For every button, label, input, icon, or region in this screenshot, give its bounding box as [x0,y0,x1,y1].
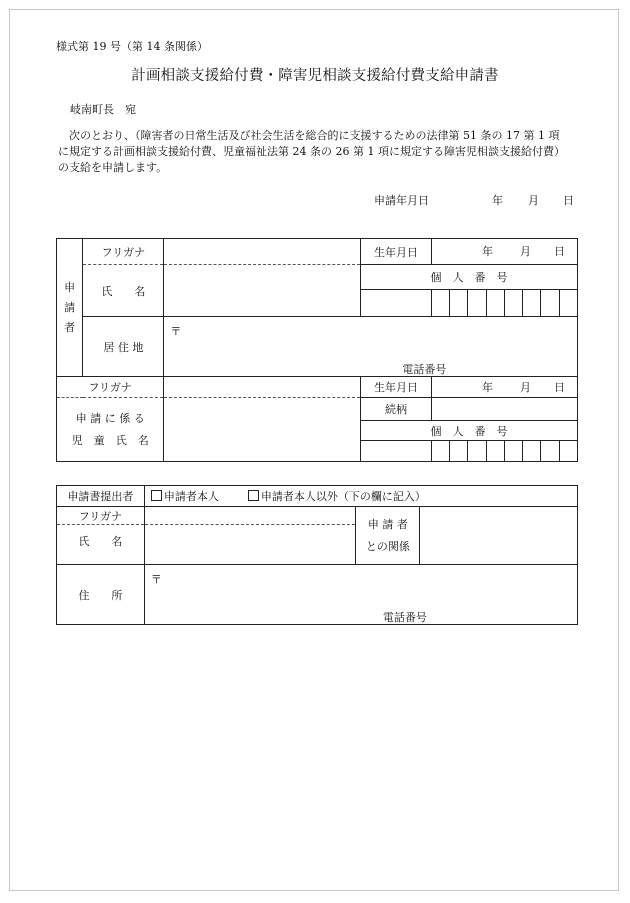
applicant-number-digit[interactable] [432,290,450,317]
applicant-number-digit[interactable] [486,290,504,317]
applicant-number-digit[interactable] [450,290,468,317]
child-furigana-field[interactable] [164,377,361,398]
body-line-1: 次のとおり、（障害者の日常生活及び社会生活を総合的に支援するための法律第 51 条の 17 第 1 項 [69,129,560,142]
child-number-digit[interactable] [541,441,559,462]
submitter-address-field[interactable] [144,565,577,625]
page-title: 計画相談支援給付費・障害児相談支援給付費支給申請書 [131,68,499,84]
self-checkbox[interactable] [151,490,162,501]
applicant-furigana-label: フリガナ [83,239,164,265]
child-relationship-field[interactable] [432,398,578,421]
child-personal-number-label: 個 人 番 号 [361,421,578,441]
other-checkbox[interactable] [248,490,259,501]
applicant-birth-month: 月 [520,245,532,258]
applicant-name-label: 氏 名 [83,265,164,317]
applicant-side-char-2: 請 [64,300,76,314]
submitter-relation-label [356,507,420,565]
submitter-name-field[interactable] [144,525,356,565]
child-birth-year: 年 [482,380,494,394]
applicant-number-digit[interactable] [523,290,541,317]
applicant-side-char-3: 者 [64,320,76,334]
submitter-address-label: 住 所 [57,565,145,625]
application-date-year: 年 [492,194,503,207]
child-name-label-line-1: 申 請 に 係 る [75,411,145,425]
applicant-personal-number-label: 個 人 番 号 [361,265,578,290]
submitter-postal-mark: 〒 [150,573,162,586]
submitter-relation-line-2: との関係 [365,539,410,553]
applicant-postal-mark: 〒 [170,325,182,338]
application-date-month: 月 [528,194,539,207]
applicant-side-char-1: 申 [64,280,76,294]
applicant-number-digit[interactable] [541,290,559,317]
child-birth-month: 月 [520,380,532,394]
submitter-table [56,485,578,625]
submitter-furigana-field[interactable] [144,507,356,525]
child-name-label [57,398,164,462]
application-date-day: 日 [563,194,574,207]
applicant-number-digit[interactable] [361,290,432,317]
body-line-3: の支給を申請します。 [58,161,168,174]
form-number: 様式第 19 号（第 14 条関係） [56,40,208,53]
child-number-digit[interactable] [450,441,468,462]
applicant-birth-day: 日 [554,245,566,258]
child-number-digit[interactable] [361,441,432,462]
child-number-digit[interactable] [504,441,522,462]
applicant-side-label [57,239,83,377]
child-name-field[interactable] [164,398,361,462]
applicant-address-label: 居 住 地 [83,317,164,377]
submitter-relation-line-1: 申 請 者 [367,517,408,531]
child-furigana-label: フリガナ [57,377,164,398]
application-date-label: 申請年月日 [374,194,429,207]
child-birthdate-label: 生年月日 [361,377,432,398]
child-name-label-line-2: 児 童 氏 名 [71,433,149,447]
submitter-relation-field[interactable] [420,507,578,565]
child-birthdate-field[interactable] [432,377,578,398]
applicant-number-digit[interactable] [559,290,577,317]
applicant-number-digit[interactable] [468,290,486,317]
addressee: 岐南町長 宛 [70,103,136,116]
child-number-digit[interactable] [523,441,541,462]
applicant-birthdate-label: 生年月日 [361,239,432,265]
child-number-digit[interactable] [432,441,450,462]
self-option-label: 申請者本人 [163,490,219,503]
submitter-options [144,486,577,507]
child-relationship-label: 続柄 [361,398,432,421]
applicant-birthdate-field[interactable] [432,239,578,265]
applicant-furigana-field[interactable] [164,239,361,265]
submitter-phone-label: 電話番号 [382,611,427,624]
applicant-number-digit[interactable] [504,290,522,317]
submitter-furigana-label: フリガナ [57,507,145,525]
child-birth-day: 日 [554,380,566,394]
child-number-digit[interactable] [486,441,504,462]
applicant-phone-label: 電話番号 [402,363,447,376]
child-number-digit[interactable] [559,441,577,462]
child-number-digit[interactable] [468,441,486,462]
other-option-label: 申請者本人以外（下の欄に記入） [260,490,426,503]
applicant-name-field[interactable] [164,265,361,317]
body-text [58,128,588,176]
applicant-address-field[interactable] [164,317,578,377]
submitter-label: 申請書提出者 [57,486,145,507]
submitter-name-label: 氏 名 [57,525,145,565]
body-line-2: に規定する計画相談支援給付費、児童福祉法第 24 条の 26 第 1 項に規定する障害児相談支援給付費） [58,145,565,158]
applicant-table [56,238,578,462]
applicant-birth-year: 年 [482,245,494,258]
